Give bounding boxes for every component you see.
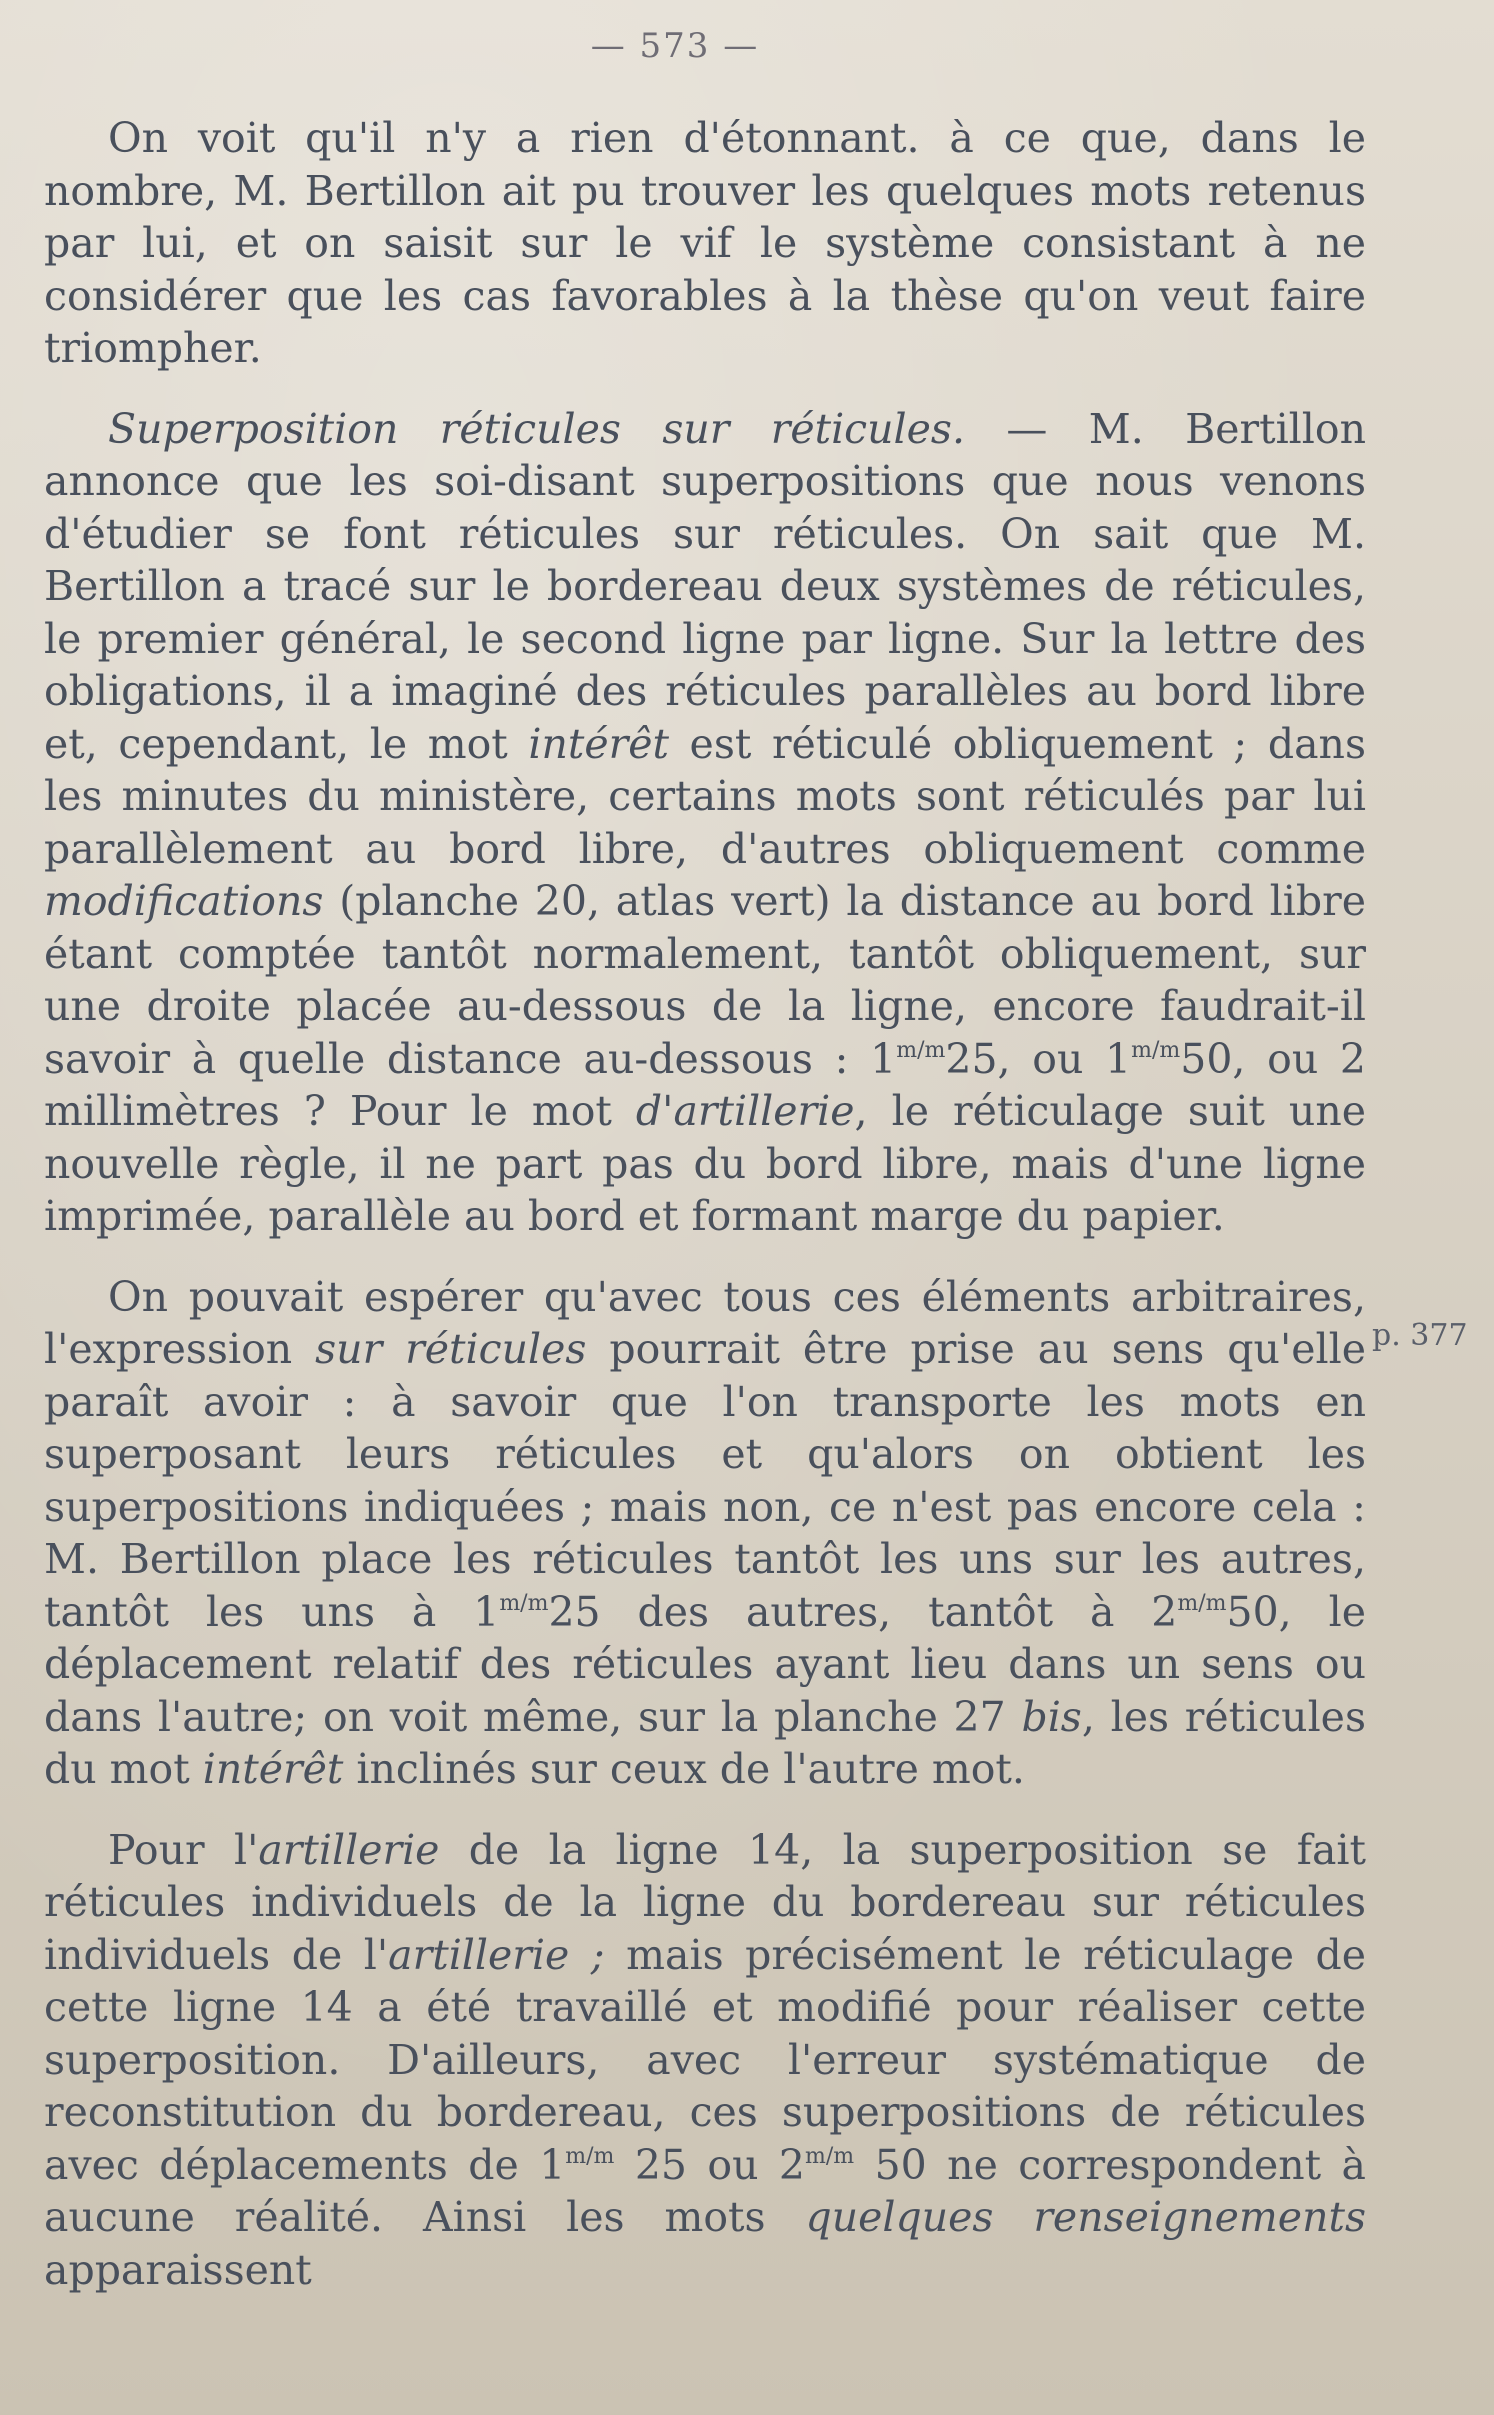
body-text [44,112,1366,2296]
text-run: apparaissent [44,2245,312,2294]
italic-text: d'artillerie [635,1087,855,1135]
paragraph [44,1271,1366,1796]
text-run: , le réticulage suit une nouvelle règle, il ne part pas du bord libre, mais d'une ligne imprimée, parallèle au bord et formant marge du papier. [44,1087,1366,1240]
page-number: — 573 — [590,26,760,66]
unit-superscript: m/m [499,1590,549,1616]
text-run: 50, ou 2 millimètres ? Pour le mot [44,1034,1366,1135]
text-run: inclinés sur ceux de l'autre mot. [343,1745,1025,1793]
text-run: 50 ne correspondent à aucune réalité. Ainsi les mots [44,2140,1366,2241]
text-run: On voit qu'il n'y a rien d'étonnant. à ce que, dans le nombre, M. Bertillon ait pu trouver les quelques mots retenus par lui, et on saisit sur le vif le système consistant à ne considérer que les cas favorables à la thèse qu'on veut faire triompher. [44,114,1366,372]
italic-text: artillerie ; [388,1930,605,1979]
text-run: de la ligne 14, la superposition se fait réticules individuels de la ligne du bordereau sur réticules individuels de l' [44,1825,1366,1979]
italic-text: intérêt [202,1745,344,1793]
text-run: est réticulé obliquement ; dans les minutes du ministère, certains mots sont réticulés par lui parallèlement au bord libre, d'autres obliquement comme [44,719,1366,873]
paragraph [44,1824,1366,2297]
text-run: 25, ou 1 [945,1034,1132,1083]
text-run: 25 ou 2 [614,2140,806,2189]
text-run: (planche 20, atlas vert) la distance au bord libre étant comptée tantôt normalement, tantôt obliquement, sur une droite placée au-dessous de la ligne, encore faudrait-il savoir à quelle distance au-dessous : 1 [44,877,1366,1083]
text-run: 50, le déplacement relatif des réticules ayant lieu dans un sens ou dans l'autre; on voit même, sur la planche 27 [44,1587,1366,1741]
italic-text: artillerie [258,1825,440,1874]
italic-text: intérêt [528,719,669,768]
margin-note: p. 377 [1372,1318,1468,1353]
text-run: Pour l' [108,1825,259,1874]
unit-superscript: m/m [1131,1037,1181,1063]
text-run: , les réticules du mot [44,1692,1366,1793]
italic-text: quelques renseignements [805,2193,1366,2241]
unit-superscript: m/m [896,1037,946,1063]
italic-text: Superposition réticules sur réticules. [108,404,965,453]
paragraph [44,403,1366,1243]
unit-superscript: m/m [565,2143,615,2169]
text-run: On pouvait espérer qu'avec tous ces éléments arbitraires, l'expression [44,1272,1366,1373]
text-run: 25 des autres, tantôt à 2 [548,1587,1178,1636]
text-run: — M. Bertillon annonce que les soi-disant superpositions que nous venons d'étudier se font réticules sur réticules. On sait que M. Bertillon a tracé sur le bordereau deux systèmes de réticules, le premier général, le second ligne par ligne. Sur la lettre des obligations, il a imaginé des réticules parallèles au bord libre et, cependant, le mot [44,404,1366,768]
italic-text: bis [1021,1692,1082,1741]
unit-superscript: m/m [1177,1590,1227,1616]
italic-text: modifications [44,877,324,925]
text-run: mais précisément le réticulage de cette ligne 14 a été travaillé et modifié pour réaliser cette superposition. D'ailleurs, avec l'erreur systématique de reconstitution du bordereau, ces superpositions de réticules avec déplacements de 1 [44,1930,1366,2189]
text-run: pourrait être prise au sens qu'elle paraît avoir : à savoir que l'on transporte les mots en superposant leurs réticules et qu'alors on obtient les superpositions indiquées ; mais non, ce n'est pas encore cela : M. Bertillon place les réticules tantôt les uns sur les autres, tantôt les uns à 1 [44,1325,1366,1636]
paragraph [44,112,1366,375]
unit-superscript: m/m [805,2143,855,2169]
italic-text: sur réticules [315,1325,587,1373]
